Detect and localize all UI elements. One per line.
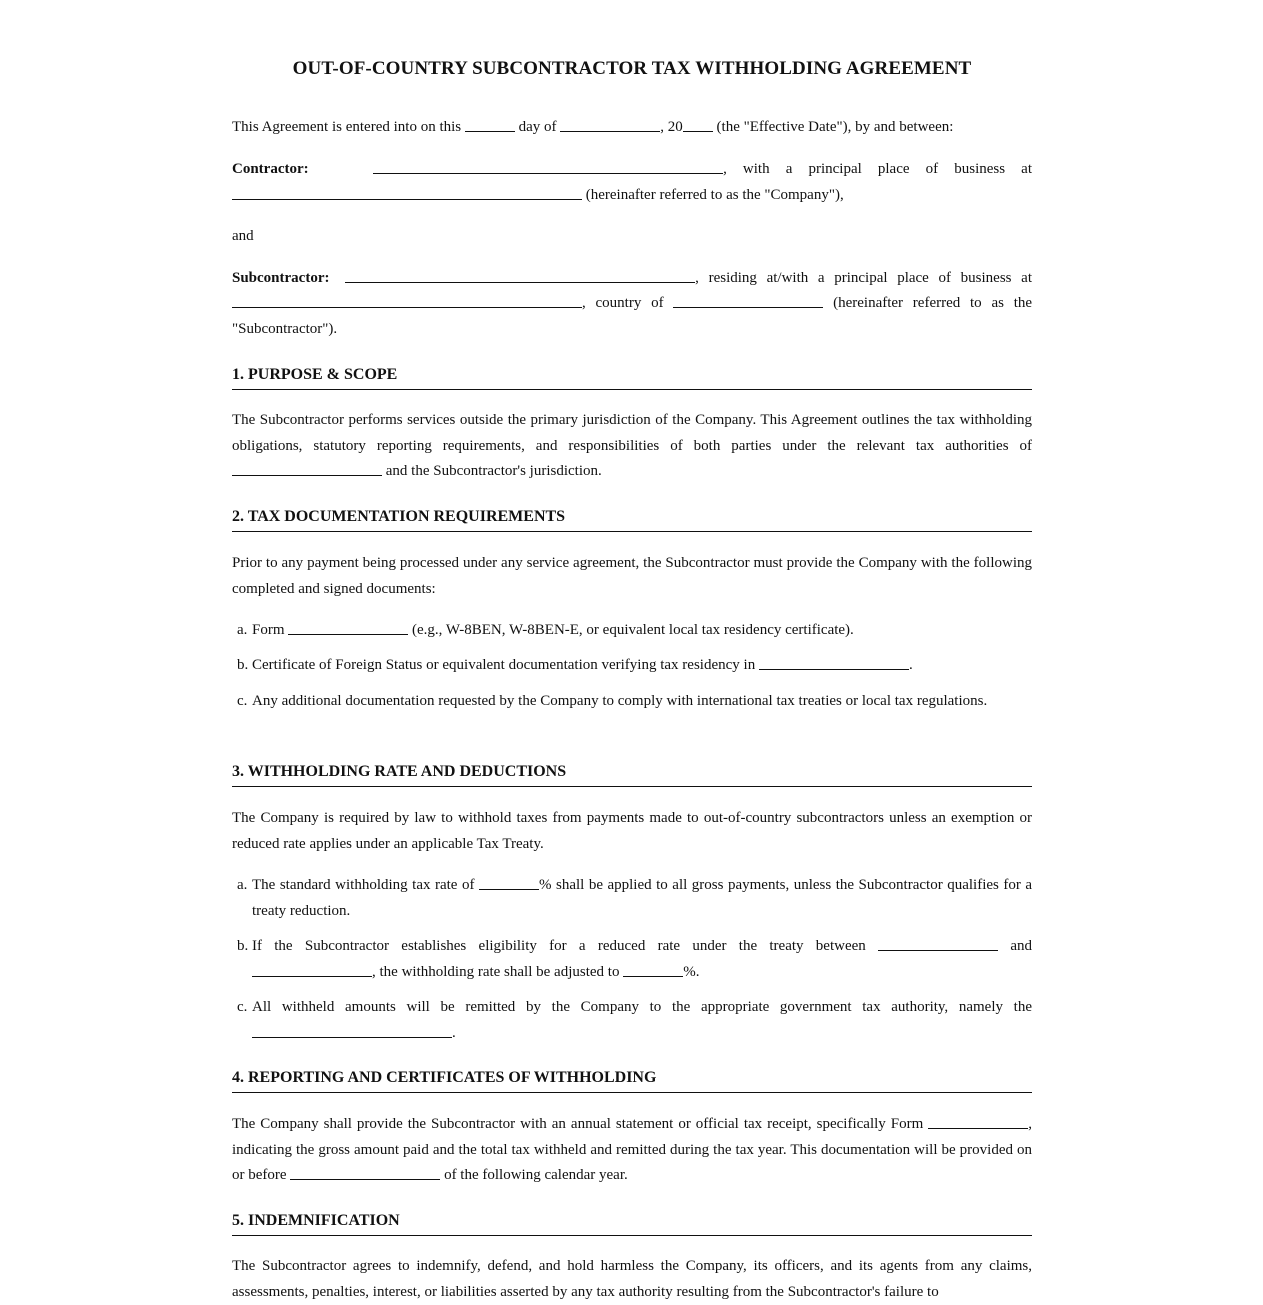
item-a-text-1: Form [252, 622, 285, 638]
section-1-text-1: The Subcontractor performs services outside the primary jurisdiction of the Company. This Agreement outlines the tax withholding obligations, statutory reporting requirements, and responsibilities of both parties under the relevant tax authorities of [232, 412, 1032, 454]
residency-country-blank[interactable] [759, 656, 909, 670]
section-3-heading: 3. WITHHOLDING RATE AND DEDUCTIONS [232, 763, 1032, 787]
subcontractor-text-1: , residing at/with a principal place of business at [695, 270, 1032, 286]
section-1-text-2: and the Subcontractor's jurisdiction. [385, 463, 602, 479]
subcontractor-country-blank[interactable] [673, 294, 823, 308]
intro-line [232, 115, 1032, 141]
item-b-text-1: If the Subcontractor establishes eligibility for a reduced rate under the treaty between [252, 938, 866, 954]
section-4-paragraph [232, 1112, 1032, 1189]
section-2-item-c [232, 689, 1032, 715]
section-5-paragraph [232, 1254, 1032, 1305]
standard-rate-blank[interactable] [479, 876, 539, 890]
section-4-text-3: of the following calendar year. [444, 1167, 628, 1183]
section-2-intro: Prior to any payment being processed under any service agreement, the Subcontractor must provide the Company with the following completed and signed documents: [232, 555, 1032, 597]
item-marker: c. [237, 693, 248, 709]
month-blank[interactable] [560, 118, 660, 132]
section-4-text-1: The Company shall provide the Subcontractor with an annual statement or official tax receipt, specifically Form [232, 1116, 924, 1132]
contractor-line-1 [232, 157, 1032, 183]
section-2-item-b [232, 653, 1032, 679]
subcontractor-label: Subcontractor: [232, 270, 330, 286]
item-b-text-3: , the withholding rate shall be adjusted to [372, 963, 620, 980]
intro-text-4: (the "Effective Date"), by and between: [716, 119, 954, 135]
and-text: and [232, 228, 254, 244]
item-c-text-1: All withheld amounts will be remitted by the Company to the appropriate government tax authority, namely the [252, 999, 1032, 1015]
section-1-paragraph [232, 408, 1032, 485]
form-blank[interactable] [288, 621, 408, 635]
section-4-text-2: , indicating the gross amount paid and the total tax withheld and remitted during the tax year. This documentation will be provided on or before [232, 1116, 1033, 1183]
intro-text-3: , 20 [660, 119, 683, 135]
section-2-item-a [232, 618, 1032, 644]
subcontractor-text-2: , country of [582, 295, 664, 311]
section-3-item-c [232, 995, 1032, 1046]
item-marker: a. [237, 877, 248, 893]
subcontractor-name-blank[interactable] [345, 269, 695, 283]
contractor-text-1: , with a principal place of business at [723, 161, 1033, 177]
item-a-text-2: (e.g., W-8BEN, W-8BEN-E, or equivalent local tax residency certificate). [412, 622, 854, 638]
section-3-item-b [232, 934, 1032, 985]
item-marker: a. [237, 622, 248, 638]
item-marker: b. [237, 657, 249, 673]
section-5-heading: 5. INDEMNIFICATION [232, 1212, 1032, 1236]
item-marker: b. [237, 938, 249, 954]
item-marker: c. [237, 999, 248, 1015]
report-form-blank[interactable] [928, 1115, 1028, 1129]
jurisdiction-blank[interactable] [232, 462, 382, 476]
subcontractor-text-4: "Subcontractor"). [232, 321, 338, 337]
section-3-item-a [232, 873, 1032, 924]
contractor-text-2: (hereinafter referred to as the "Company"), [585, 187, 844, 203]
reduced-rate-blank[interactable] [623, 963, 683, 977]
contractor-address-blank[interactable] [232, 186, 582, 200]
section-5-text-1: The Subcontractor agrees to indemnify, defend, and hold harmless the Company, its officers, and its agents from any claims, assessments, penalties, interest, or liabilities asserted by any tax authority resulting from the Subcontractor's failure to [232, 1258, 1032, 1300]
document-title: OUT-OF-COUNTRY SUBCONTRACTOR TAX WITHHOLDING AGREEMENT [292, 58, 972, 79]
year-blank[interactable] [683, 118, 713, 132]
item-b-text-1: Certificate of Foreign Status or equivalent documentation verifying tax residency in [252, 657, 756, 673]
contractor-label: Contractor: [232, 161, 309, 177]
item-b-text-4: %. [683, 963, 700, 980]
item-b-text-2: and [1010, 938, 1033, 954]
tax-authority-blank[interactable] [252, 1024, 452, 1038]
item-a-text-1: The standard withholding tax rate of [252, 877, 475, 893]
item-a-text-2: % shall be applied to all gross payments, unless the Subcontractor qualifies for a treaty reduction. [252, 877, 1033, 919]
treaty-country-2-blank[interactable] [252, 963, 372, 977]
item-c-text: Any additional documentation requested by the Company to comply with international tax treaties or local tax regulations. [252, 693, 988, 709]
section-1-heading: 1. PURPOSE & SCOPE [232, 366, 1032, 390]
report-deadline-blank[interactable] [290, 1166, 440, 1180]
contractor-line-2 [232, 183, 1032, 209]
subcontractor-line-1 [232, 266, 1032, 292]
day-blank[interactable] [465, 118, 515, 132]
contractor-name-blank[interactable] [373, 160, 723, 174]
subcontractor-text-3: (hereinafter referred to as the [833, 295, 1033, 311]
section-4-heading: 4. REPORTING AND CERTIFICATES OF WITHHOLDING [232, 1069, 1032, 1093]
subcontractor-address-blank[interactable] [232, 294, 582, 308]
section-2-heading: 2. TAX DOCUMENTATION REQUIREMENTS [232, 508, 1032, 532]
treaty-country-1-blank[interactable] [878, 937, 998, 951]
intro-text-1: This Agreement is entered into on this [232, 119, 462, 135]
intro-text-2: day of [518, 119, 557, 135]
subcontractor-line-2 [232, 291, 1032, 317]
item-c-text-2: . [452, 1024, 456, 1041]
item-b-text-2: . [908, 657, 913, 673]
section-3-intro: The Company is required by law to withhold taxes from payments made to out-of-country subcontractors unless an exemption or reduced rate applies under an applicable Tax Treaty. [232, 810, 1032, 852]
